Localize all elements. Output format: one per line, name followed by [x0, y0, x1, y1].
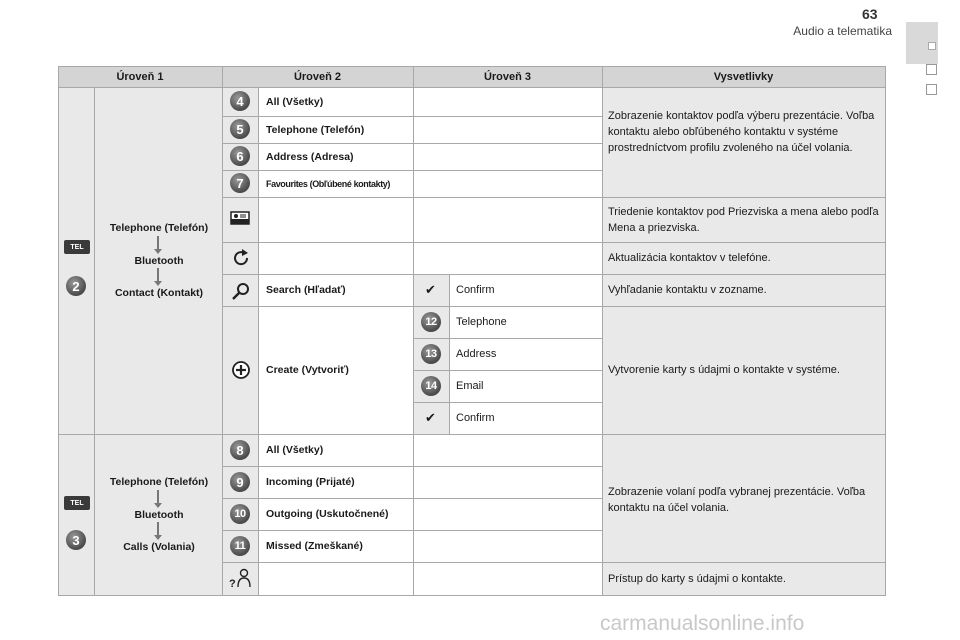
create-telephone[interactable]: Telephone — [456, 316, 507, 328]
step-badge-2: 2 — [66, 276, 86, 296]
nav-square — [926, 64, 937, 75]
path-calls: Calls (Volania) — [123, 541, 195, 553]
plus-circle-icon[interactable] — [231, 360, 251, 385]
sort-description: Triedenie kontaktov pod Priezviska a mena alebo podľa Mena a priezviska. — [608, 206, 879, 234]
path-bluetooth: Bluetooth — [134, 509, 184, 521]
check-icon: ✔ — [425, 410, 436, 425]
step-badge-5: 5 — [230, 119, 250, 139]
check-icon: ✔ — [425, 282, 436, 297]
path-telephone: Telephone (Telefón) — [109, 222, 209, 234]
menu-item-missed[interactable]: Missed (Zmeškané) — [266, 540, 363, 552]
step-badge-12: 12 — [421, 312, 441, 332]
search-confirm[interactable]: Confirm — [456, 284, 495, 296]
arrow-down-icon — [157, 522, 159, 536]
page-number: 63 — [862, 6, 878, 22]
menu-item-telephone[interactable]: Telephone (Telefón) — [266, 123, 365, 136]
menu-item-address[interactable]: Address (Adresa) — [266, 150, 354, 163]
calls-description: Zobrazenie volaní podľa vybranej prezentácie. Voľba kontaktu na účel volania. — [608, 486, 866, 514]
watermark: carmanualsonline.info — [600, 612, 805, 635]
menu-item-incoming[interactable]: Incoming (Prijaté) — [266, 476, 355, 488]
contacts-description: Zobrazenie kontaktov podľa výberu prezentácie. Voľba kontaktu alebo obľúbeného kontaktu v systéme prostredníctvom profilu zvoleného na účel volania. — [608, 110, 875, 154]
menu-item-search[interactable]: Search (Hľadať) — [266, 284, 346, 296]
path-bluetooth: Bluetooth — [134, 255, 184, 267]
path-contact: Contact (Kontakt) — [114, 287, 204, 299]
tel-icon: TEL — [64, 240, 90, 254]
path-telephone: Telephone (Telefón) — [109, 476, 209, 488]
arrow-down-icon — [157, 490, 159, 504]
header-level3: Úroveň 3 — [413, 67, 602, 87]
menu-item-create[interactable]: Create (Vytvoriť) — [266, 364, 349, 376]
step-badge-4: 4 — [230, 91, 250, 111]
tel-icon: TEL — [64, 496, 90, 510]
create-confirm[interactable]: Confirm — [456, 412, 495, 424]
create-address[interactable]: Address — [456, 348, 497, 360]
step-badge-13: 13 — [421, 344, 441, 364]
header-level1: Úroveň 1 — [58, 67, 222, 87]
step-badge-3: 3 — [66, 530, 86, 550]
contact-question-icon[interactable] — [229, 567, 253, 596]
arrow-down-icon — [157, 236, 159, 250]
magnifier-icon[interactable] — [231, 281, 251, 306]
contact-access-description: Prístup do karty s údajmi o kontakte. — [608, 573, 786, 585]
refresh-description: Aktualizácia kontaktov v telefóne. — [608, 252, 771, 264]
step-badge-9: 9 — [230, 472, 250, 492]
header-explanation: Vysvetlivky — [602, 67, 885, 87]
nav-square-active — [928, 42, 936, 50]
menu-item-all-calls[interactable]: All (Všetky) — [266, 444, 324, 456]
step-badge-14: 14 — [421, 376, 441, 396]
step-badge-8: 8 — [230, 440, 250, 460]
menu-item-outgoing[interactable]: Outgoing (Uskutočnené) — [266, 508, 389, 520]
refresh-icon[interactable] — [231, 248, 251, 273]
create-email[interactable]: Email — [456, 380, 484, 392]
menu-item-favourites[interactable]: Favourites (Obľúbené kontakty) — [266, 178, 390, 189]
step-badge-6: 6 — [230, 146, 250, 166]
step-badge-7: 7 — [230, 173, 250, 193]
step-badge-11: 11 — [230, 536, 250, 556]
explanation-column — [602, 87, 885, 595]
search-description: Vyhľadanie kontaktu v zozname. — [608, 284, 767, 296]
svg-text:?: ? — [229, 578, 236, 590]
section-title: Audio a telematika — [793, 24, 892, 38]
step-badge-10: 10 — [230, 504, 250, 524]
contact-card-icon[interactable] — [230, 210, 250, 231]
create-description: Vytvorenie karty s údajmi o kontakte v systéme. — [608, 364, 840, 376]
nav-square — [926, 84, 937, 95]
menu-item-all[interactable]: All (Všetky) — [266, 95, 324, 108]
arrow-down-icon — [157, 268, 159, 282]
header-level2: Úroveň 2 — [222, 67, 413, 87]
